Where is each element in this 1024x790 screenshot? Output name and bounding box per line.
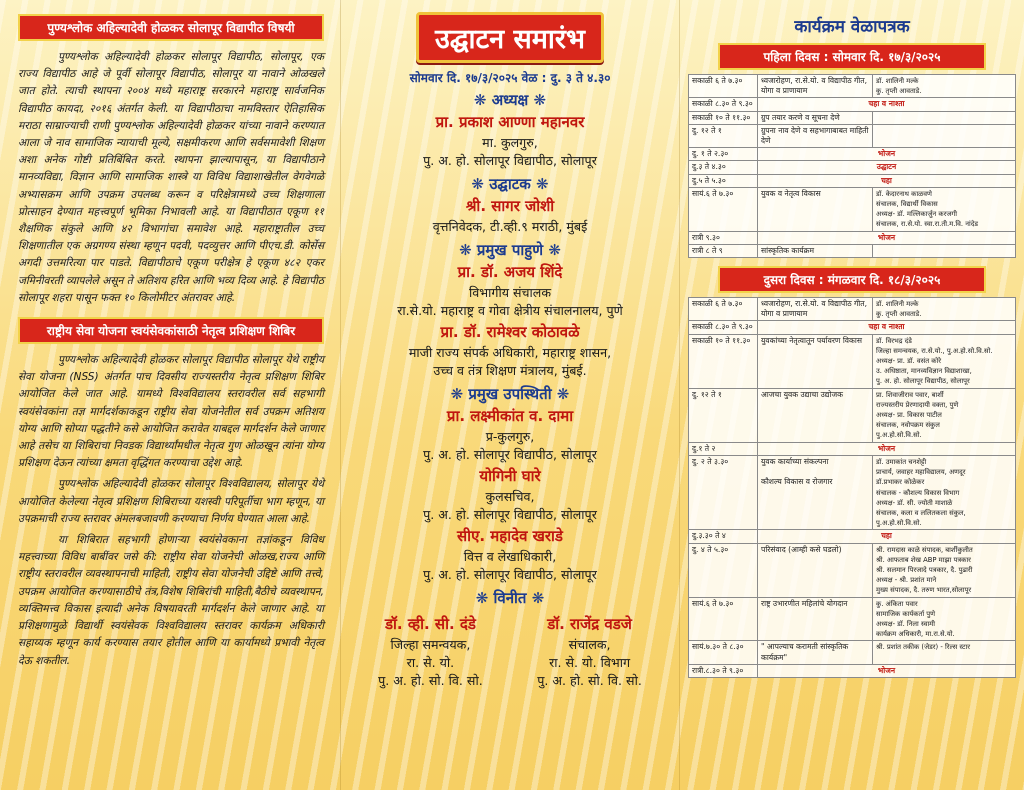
schedule-break: चहा व नाश्ता bbox=[758, 98, 1016, 111]
schedule-time: दु. १२ ते १ bbox=[689, 124, 758, 147]
schedule-time: दु.३ ते ४.३० bbox=[689, 161, 758, 174]
inauguration-dateline: सोमवार दि. १७/३/२०२५ वेळ : दु. ३ ते ४.३० bbox=[409, 71, 611, 85]
inaugurator-line-1: वृत्तनिवेदक, टी.व्ही.९ मराठी, मुंबई bbox=[432, 219, 588, 234]
schedule-speaker: डॉ. विरभद्र दंडे जिल्हा समन्वयक, रा.से.यो., पु.अ.हो.सो.वि.सो. अध्यक्ष- प्रा. डॉ. वसंत कोरे उ. अधिष्ठाता, मानव्यविज्ञान विद्याशाखा, पु. अ. हो. सोलापूर विद्यापीठ, सोलापूर bbox=[873, 334, 1016, 388]
schedule-title: कार्यक्रम वेळापत्रक bbox=[794, 17, 910, 37]
schedule-row bbox=[689, 298, 1016, 321]
presence-1-line-1: प्र-कुलगुरु, bbox=[485, 429, 535, 444]
schedule-row bbox=[689, 231, 1016, 244]
host-a-line-2: रा. से. यो. bbox=[406, 655, 455, 670]
day2-banner: दुसरा दिवस : मंगळवार दि. १८/३/२०२५ bbox=[718, 266, 986, 293]
schedule-time: सकाळी १० ते ११.३० bbox=[689, 111, 758, 124]
schedule-speaker: श्री. रामदास काळे संपादक, बार्शीकुलीत श्री. आफताब शेख ABP माझा पत्रकार श्री. सलमान पिरजादे पत्रकार, दै. पुढारी अध्यक्ष - श्री. प्रशांत माने मुख्य संपादक, दै. तरुण भारत,सोलापूर bbox=[873, 543, 1016, 597]
schedule-row bbox=[689, 174, 1016, 187]
chief-guest-1-name: प्रा. डॉ. अजय शिंदे bbox=[457, 263, 563, 281]
schedule-time: रात्री ९.३० bbox=[689, 231, 758, 244]
left-panel bbox=[0, 0, 340, 790]
schedule-row bbox=[689, 124, 1016, 147]
schedule-speaker bbox=[873, 244, 1016, 257]
schedule-row bbox=[689, 75, 1016, 98]
schedule-time: सायं.७.३० ते ८.३० bbox=[689, 641, 758, 664]
schedule-topic: ध्वजारोहण, रा.से.यो. व विद्यापीठ गीत, योगा व प्राणायाम bbox=[758, 298, 873, 321]
day1-schedule-table bbox=[688, 74, 1016, 258]
right-panel bbox=[680, 0, 1024, 790]
day1-banner: पहिला दिवस : सोमवार दि. १७/३/२०२५ bbox=[718, 43, 986, 70]
schedule-speaker: डॉ. उमाकांत चनशेट्टी प्राचार्य, जवाहर महाविद्यालय, अणदूर डॉ.प्रभाकर कोळेकर संचालक - कौशल्य विकास विभाग अध्यक्ष- डॉ. सी. ज्योती माशाळे संचालक, कला व ललितकला संकुल, पु.अ.हो.सो.वि.सो. bbox=[873, 455, 1016, 529]
schedule-topic: युवक कार्याच्या संकल्पना कौशल्य विकास व रोजगार bbox=[758, 455, 873, 529]
schedule-break: भोजन bbox=[758, 148, 1016, 161]
president-name: प्रा. प्रकाश आण्णा महानवर bbox=[435, 113, 585, 131]
presence-3-line-1: वित्त व लेखाधिकारी, bbox=[463, 549, 557, 564]
day2-schedule-body bbox=[689, 298, 1016, 678]
schedule-time: दु. २ ते ३.३० bbox=[689, 455, 758, 529]
schedule-time: रात्री ८ ते ९ bbox=[689, 244, 758, 257]
schedule-row bbox=[689, 442, 1016, 455]
schedule-topic: " आपल्याच करामती सांस्कृतिक कार्यक्रम" bbox=[758, 641, 873, 664]
schedule-break: चहा व नाश्ता bbox=[758, 321, 1016, 334]
schedule-speaker: श्री. प्रशांत तकीक (जेडर) - रिल्स स्टार bbox=[873, 641, 1016, 664]
schedule-time: रात्री.८.३० ते ९.३० bbox=[689, 664, 758, 677]
schedule-row bbox=[689, 187, 1016, 231]
schedule-time: सकाळी ८.३० ते ९.३० bbox=[689, 98, 758, 111]
schedule-time: दु.३.३० ते ४ bbox=[689, 530, 758, 543]
schedule-row bbox=[689, 597, 1016, 641]
schedule-time: सायं.६ ते ७.३० bbox=[689, 187, 758, 231]
chief-guest-2-line-2: उच्च व तंत्र शिक्षण मंत्रालय, मुंबई. bbox=[433, 363, 587, 378]
middle-panel bbox=[340, 0, 680, 790]
president-line-2: पु. अ. हो. सोलापूर विद्यापीठ, सोलापूर bbox=[423, 153, 597, 168]
camp-heading: राष्ट्रीय सेवा योजना स्वयंसेवकांसाठी नेतृत्व प्रशिक्षण शिबिर bbox=[18, 317, 324, 344]
schedule-topic: ध्वजारोहण, रा.से.यो. व विद्यापीठ गीत, योगा व प्राणायाम bbox=[758, 75, 873, 98]
schedule-row bbox=[689, 641, 1016, 664]
chief-guest-2-line-1: माजी राज्य संपर्क अधिकारी, महाराष्ट्र शासन, bbox=[408, 345, 612, 360]
camp-paragraph-2: पुण्यश्लोक अहिल्यादेवी होळकर सोलापूर विश्वविद्यालय, सोलापूर येथे आयोजित केलेल्या नेतृत्व प्रशिक्षण शिबिराच्या यशस्वी परिपूर्तीचा भाग म्हणून, या उपक्रमाची राज्य स्तरावर अंमलबजावणी करण्याचा निर्णय घेण्यात आला आहे. bbox=[18, 478, 324, 525]
chief-guest-1-line-2: रा.से.यो. महाराष्ट्र व गोवा क्षेत्रीय संचालनालय, पुणे bbox=[397, 303, 623, 318]
host-b-line-2: रा. से. यो. विभाग bbox=[549, 655, 631, 670]
schedule-topic: परिसंवाद (आम्ही कसे घडलो) bbox=[758, 543, 873, 597]
host-a-name: डॉ. व्ही. सी. दंडे bbox=[385, 615, 476, 633]
host-a-line-3: पु. अ. हो. सो. वि. सो. bbox=[378, 673, 483, 688]
chief-guest-1-line-1: विभागीय संचालक bbox=[468, 285, 552, 300]
schedule-break: भोजन bbox=[758, 231, 1016, 244]
schedule-time: सकाळी ६ ते ७.३० bbox=[689, 298, 758, 321]
inaugurator-heading: ❋ उद्घाटक ❋ bbox=[471, 175, 549, 193]
university-heading: पुण्यश्लोक अहिल्यादेवी होळकर सोलापूर विद्यापीठ विषयी bbox=[18, 14, 324, 41]
presence-2-line-2: पु. अ. हो. सोलापूर विद्यापीठ, सोलापूर bbox=[423, 507, 597, 522]
host-a bbox=[357, 612, 504, 690]
chief-guest-2-name: प्रा. डॉ. रामेश्वर कोठावळे bbox=[440, 323, 580, 341]
schedule-row bbox=[689, 543, 1016, 597]
hosts-row bbox=[347, 612, 673, 690]
presence-2-name: योगिनी घारे bbox=[479, 467, 541, 485]
presence-1-name: प्रा. लक्ष्मीकांत व. दामा bbox=[446, 407, 574, 425]
schedule-time: दु. १ ते २.३० bbox=[689, 148, 758, 161]
schedule-break: चहा bbox=[758, 530, 1016, 543]
schedule-time: दु.५ ते ५.३० bbox=[689, 174, 758, 187]
host-b-name: डॉ. राजेंद्र वडजे bbox=[547, 615, 632, 633]
presence-3-name: सीए. महादेव खराडे bbox=[457, 527, 563, 545]
schedule-row bbox=[689, 111, 1016, 124]
schedule-time: सकाळी ६ ते ७.३० bbox=[689, 75, 758, 98]
schedule-topic: युवकांच्या नेतृत्वातून पर्यावरण विकास bbox=[758, 334, 873, 388]
title-wrap bbox=[347, 12, 673, 63]
schedule-row bbox=[689, 388, 1016, 442]
schedule-row bbox=[689, 244, 1016, 257]
schedule-row bbox=[689, 334, 1016, 388]
schedule-speaker: डॉ. शालिनी मल्के कु. तृप्ती आवताडे. bbox=[873, 298, 1016, 321]
schedule-row bbox=[689, 161, 1016, 174]
schedule-speaker bbox=[873, 111, 1016, 124]
inaugurator-name: श्री. सागर जोशी bbox=[465, 197, 555, 215]
schedule-break: उद्घाटन bbox=[758, 161, 1016, 174]
day1-schedule-body bbox=[689, 75, 1016, 258]
inauguration-title: उद्घाटन समारंभ bbox=[416, 12, 604, 63]
host-b-line-1: संचालक, bbox=[568, 637, 611, 652]
schedule-row bbox=[689, 148, 1016, 161]
schedule-break: भोजन bbox=[758, 664, 1016, 677]
schedule-topic: ग्रुपना नाव देणे व सहभागाबाबत माहिती देणे bbox=[758, 124, 873, 147]
host-b-line-3: पु. अ. हो. सो. वि. सो. bbox=[537, 673, 642, 688]
schedule-row bbox=[689, 321, 1016, 334]
schedule-topic: राष्ट्र उभारणीत महिलांचे योगदान bbox=[758, 597, 873, 641]
university-paragraph: पुण्यश्लोक अहिल्यादेवी होळकर सोलापूर विद्यापीठ, सोलापूर, एक राज्य विद्यापीठ आहे जे पूर्वी सोलापूर विद्यापीठ, सोलापूर या नावाने ओळखले जात होते. त्याची स्थापना २००४ मध्ये महाराष्ट्र सरकारने महाराष्ट्र सार्वजनिक विद्यापीठ कायदा, २०१६ अंतर्गत केली. या विद्यापीठाचा नामविस्तार ऐतिहासिक मराठा साम्राज्याची राणी पुण्यश्लोक अहिल्यादेवी होळकर यांच्या नावाने करण्यात आला जे नाव सामाजिक न्यायाची मूल्ये, सक्षमीकरण आणि सर्वसमावेशी शिक्षण अशा अनेक गोष्टी प्रतिबिंबित करते. स्थापना झाल्यापासून, या विद्यापीठाने मानव्यविद्या, विज्ञान आणि सामाजिक शास्त्रे या विविध विद्याशाखेतील वेगवेगळे अभ्यासक्रम आणि उपक्रम उपलब्ध करून व परिक्षेत्रामध्ये उच्च शिक्षणाला प्रोत्साहन देण्यात महत्त्वपूर्ण भूमिका निभावली आहे. या विद्यापीठात एकूण ११ शैक्षणिक संकुले आणि ४२ विभागांचा समावेश आहे. महाराष्ट्रातील उच्च शिक्षणातील एक अग्रगण्य संस्था म्हणून पदवी, पदव्युत्तर आणि पीएच.डी. कोर्सेस अगदी उत्तमरित्या पार पाडते. विद्यापीठाचे एकूण परीक्षेत्र हे एकूण ४८२ एकर जमिनीवरती व्यापलेले असून ते अतिशय हरित आणि भव्य दिव्य आहे. हे विद्यापीठ सोलापूर शहरा पासून फक्त १० किलोमीटर अंतरावर आहे. bbox=[18, 51, 324, 304]
day2-schedule-table bbox=[688, 297, 1016, 678]
schedule-topic: ग्रुप तयार करणे व सूचना देणे bbox=[758, 111, 873, 124]
schedule-row bbox=[689, 98, 1016, 111]
chief-guest-heading: ❋ प्रमुख पाहुणे ❋ bbox=[459, 241, 561, 259]
schedule-time: सकाळी १० ते ११.३० bbox=[689, 334, 758, 388]
schedule-topic: सांस्कृतिक कार्यक्रम bbox=[758, 244, 873, 257]
schedule-time: दु. ४ ते ५.३० bbox=[689, 543, 758, 597]
camp-paragraph-3: या शिबिरात सहभागी होणाऱ्या स्वयंसेवकाना तज्ञांकडून विविध महत्त्वाच्या विविध बाबींवर जसे की: राष्ट्रीय सेवा योजनेची ओळख,राज्य आणि राष्ट्रीय स्तरावरील व्यवस्थापनाची माहिती, राष्ट्रीय सेवा योजनेची उद्दिष्टे आणि तत्त्वे, उपक्रम आयोजित करण्यासाठीचे तंत्र,विशेष शिबिरांची माहिती,बैठीचे व्यवस्थापन, व्यक्तिमत्त्व विकास इत्यादी अनेक विषयावरती मार्गदर्शन केले जाणार आहे. या प्रशिक्षणामुळे विद्यार्थी स्वयंसेवक विश्वविद्यालय स्तरावर कार्यक्रम अधिकारी सहाय्यक म्हणून कार्य करण्यास तयार होतील आणि या कार्यामध्ये प्रभावी नेतृत्व देऊ शकतील. bbox=[18, 534, 324, 667]
hosts-heading: ❋ विनीत ❋ bbox=[475, 589, 545, 607]
presence-3-line-2: पु. अ. हो. सोलापूर विद्यापीठ, सोलापूर bbox=[423, 567, 597, 582]
schedule-speaker: डॉ. शालिनी मल्के कु. तृप्ती आवताडे. bbox=[873, 75, 1016, 98]
president-heading: ❋ अध्यक्ष ❋ bbox=[473, 91, 547, 109]
schedule-time: दु. १२ ते १ bbox=[689, 388, 758, 442]
schedule-speaker: प्रा. शिवाजीराव पवार, बार्शी राज्यस्तरीय प्रेरणादायी वक्ता, पुणे अध्यक्ष- प्रा. विकास पाटील संचालक, नवोपक्रम संकुल पु.अ.हो.सो.वि.सो. bbox=[873, 388, 1016, 442]
schedule-time: दु.१ ते २ bbox=[689, 442, 758, 455]
schedule-break: चहा bbox=[758, 174, 1016, 187]
schedule-speaker bbox=[873, 124, 1016, 147]
schedule-row bbox=[689, 664, 1016, 677]
presence-1-line-2: पु. अ. हो. सोलापूर विद्यापीठ, सोलापूर bbox=[423, 447, 597, 462]
president-line-1: मा. कुलगुरु, bbox=[482, 135, 538, 150]
schedule-speaker: डॉ. केदारनाथ काळवणे संचालक, विद्यार्थी विकास अध्यक्ष- डॉ. मल्लिकार्जुन करजगी संचालक, रा.से.यो. स्वा.रा.ती.म.वि. नांदेड bbox=[873, 187, 1016, 231]
schedule-row bbox=[689, 530, 1016, 543]
schedule-break: भोजन bbox=[758, 442, 1016, 455]
schedule-speaker: कु. अंकिता पवार सामाजिक कार्यकर्ता पुणे अध्यक्ष- डॉ. निला स्वामी कार्यक्रम अधिकारी, मा.रा.से.यो. bbox=[873, 597, 1016, 641]
schedule-topic: आजचा युवक उद्याचा उद्योजक bbox=[758, 388, 873, 442]
schedule-time: सायं.६ ते ७.३० bbox=[689, 597, 758, 641]
schedule-time: सकाळी ८.३० ते ९.३० bbox=[689, 321, 758, 334]
presence-heading: ❋ प्रमुख उपस्थिती ❋ bbox=[450, 385, 570, 403]
schedule-row bbox=[689, 455, 1016, 529]
presence-2-line-1: कुलसचिव, bbox=[485, 489, 535, 504]
host-a-line-1: जिल्हा समन्वयक, bbox=[390, 637, 471, 652]
schedule-topic: युवक व नेतृत्व विकास bbox=[758, 187, 873, 231]
camp-paragraph-1: पुण्यश्लोक अहिल्यादेवी होळकर सोलापूर विद्यापीठ सोलापूर येथे राष्ट्रीय सेवा योजना (NSS) अंतर्गत पाच दिवसीय राज्यस्तरीय नेतृत्व प्रशिक्षण शिबिर आयोजित केले जात आहे. यामध्ये विश्वविद्यालय स्तरावरील सर्व सहभागी स्वयंसेवकांना तज्ञ मार्गदर्शकाकडून राष्ट्रीय सेवा योजनेतील सर्व उपक्रम अतिशय योग्य आणि सोप्या पद्धतीने कसे आयोजित करावेत याबद्दल मार्गदर्शन केले जाणार आहे तसेच या शिबिराचा निवडक विद्यार्थ्यांमधील नेतृत्व गुण ओळखून त्यांना योग्य प्रशिक्षण देऊन त्यांच्या क्षमता वृद्धिंगत करण्याचा उद्देश आहे. bbox=[18, 354, 324, 470]
host-b bbox=[516, 612, 663, 690]
